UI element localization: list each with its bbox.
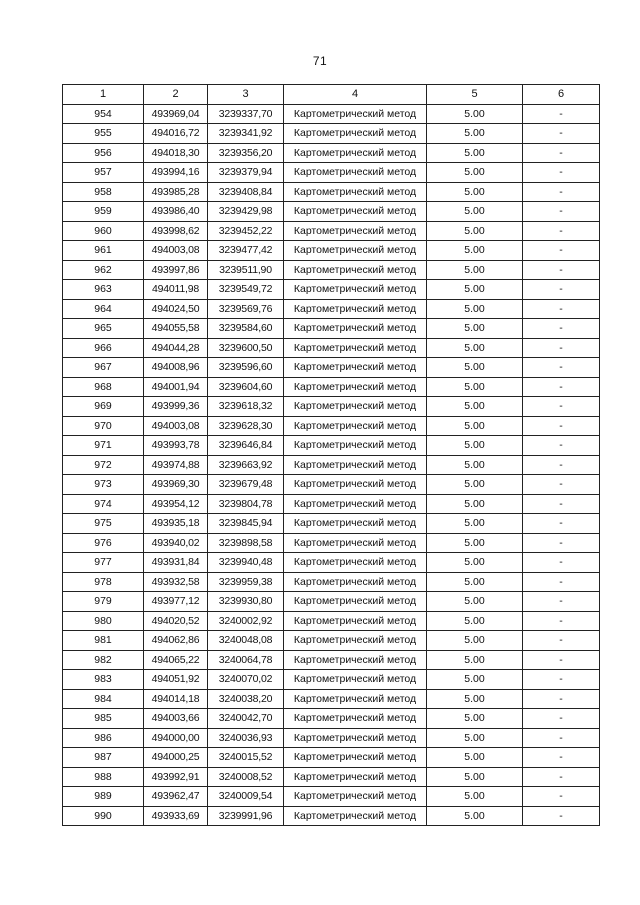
extra-cell: - [523,319,600,339]
table-row [63,455,600,475]
point-number-cell: 960 [63,221,144,241]
x-coordinate-cell: 493954,12 [144,494,208,514]
extra-cell: - [523,806,600,826]
x-coordinate-cell: 494020,52 [144,611,208,631]
precision-cell: 5.00 [427,202,523,222]
extra-cell: - [523,650,600,670]
y-coordinate-cell: 3239356,20 [208,143,284,163]
y-coordinate-cell: 3239379,94 [208,163,284,183]
extra-cell: - [523,494,600,514]
extra-cell: - [523,475,600,495]
extra-cell: - [523,358,600,378]
table-row [63,533,600,553]
point-number-cell: 986 [63,728,144,748]
extra-cell: - [523,670,600,690]
precision-cell: 5.00 [427,670,523,690]
y-coordinate-cell: 3240015,52 [208,748,284,768]
precision-cell: 5.00 [427,163,523,183]
extra-cell: - [523,572,600,592]
table-row [63,728,600,748]
extra-cell: - [523,299,600,319]
x-coordinate-cell: 493997,86 [144,260,208,280]
point-number-cell: 975 [63,514,144,534]
y-coordinate-cell: 3239600,50 [208,338,284,358]
precision-cell: 5.00 [427,143,523,163]
table-row [63,436,600,456]
x-coordinate-cell: 493935,18 [144,514,208,534]
table-row [63,104,600,124]
table-row [63,377,600,397]
method-cell: Картометрический метод [284,338,427,358]
table-row [63,592,600,612]
table-row [63,143,600,163]
extra-cell: - [523,202,600,222]
table-row [63,182,600,202]
y-coordinate-cell: 3239584,60 [208,319,284,339]
extra-cell: - [523,748,600,768]
method-cell: Картометрический метод [284,611,427,631]
method-cell: Картометрический метод [284,358,427,378]
extra-cell: - [523,124,600,144]
method-cell: Картометрический метод [284,767,427,787]
point-number-cell: 956 [63,143,144,163]
y-coordinate-cell: 3239429,98 [208,202,284,222]
x-coordinate-cell: 493992,91 [144,767,208,787]
point-number-cell: 973 [63,475,144,495]
extra-cell: - [523,163,600,183]
x-coordinate-cell: 494024,50 [144,299,208,319]
point-number-cell: 955 [63,124,144,144]
table-row [63,748,600,768]
y-coordinate-cell: 3240009,54 [208,787,284,807]
method-cell: Картометрический метод [284,631,427,651]
precision-cell: 5.00 [427,124,523,144]
precision-cell: 5.00 [427,553,523,573]
page-number: 71 [312,54,328,68]
y-coordinate-cell: 3239940,48 [208,553,284,573]
extra-cell: - [523,280,600,300]
method-cell: Картометрический метод [284,163,427,183]
method-cell: Картометрический метод [284,514,427,534]
table-row [63,124,600,144]
y-coordinate-cell: 3239628,30 [208,416,284,436]
point-number-cell: 961 [63,241,144,261]
y-coordinate-cell: 3240036,93 [208,728,284,748]
y-coordinate-cell: 3239646,84 [208,436,284,456]
point-number-cell: 963 [63,280,144,300]
y-coordinate-cell: 3239845,94 [208,514,284,534]
x-coordinate-cell: 493999,36 [144,397,208,417]
y-coordinate-cell: 3240064,78 [208,650,284,670]
point-number-cell: 971 [63,436,144,456]
precision-cell: 5.00 [427,631,523,651]
point-number-cell: 987 [63,748,144,768]
x-coordinate-cell: 493940,02 [144,533,208,553]
table-row [63,397,600,417]
x-coordinate-cell: 494065,22 [144,650,208,670]
table-row [63,553,600,573]
extra-cell: - [523,631,600,651]
extra-cell: - [523,728,600,748]
precision-cell: 5.00 [427,572,523,592]
x-coordinate-cell: 493932,58 [144,572,208,592]
x-coordinate-cell: 493974,88 [144,455,208,475]
x-coordinate-cell: 494001,94 [144,377,208,397]
precision-cell: 5.00 [427,806,523,826]
table-row [63,260,600,280]
x-coordinate-cell: 494000,25 [144,748,208,768]
y-coordinate-cell: 3239596,60 [208,358,284,378]
y-coordinate-cell: 3239341,92 [208,124,284,144]
table-row [63,241,600,261]
extra-cell: - [523,514,600,534]
header-row [63,85,600,105]
header-x-coordinate: 2 [144,85,208,105]
table-row [63,358,600,378]
precision-cell: 5.00 [427,533,523,553]
table-row [63,202,600,222]
table-row [63,280,600,300]
y-coordinate-cell: 3239337,70 [208,104,284,124]
extra-cell: - [523,416,600,436]
point-number-cell: 984 [63,689,144,709]
y-coordinate-cell: 3239663,92 [208,455,284,475]
point-number-cell: 976 [63,533,144,553]
precision-cell: 5.00 [427,728,523,748]
point-number-cell: 970 [63,416,144,436]
precision-cell: 5.00 [427,358,523,378]
point-number-cell: 962 [63,260,144,280]
method-cell: Картометрический метод [284,182,427,202]
method-cell: Картометрический метод [284,143,427,163]
table-row [63,514,600,534]
point-number-cell: 972 [63,455,144,475]
x-coordinate-cell: 493998,62 [144,221,208,241]
method-cell: Картометрический метод [284,670,427,690]
method-cell: Картометрический метод [284,377,427,397]
extra-cell: - [523,709,600,729]
extra-cell: - [523,767,600,787]
table-row [63,221,600,241]
extra-cell: - [523,104,600,124]
precision-cell: 5.00 [427,514,523,534]
y-coordinate-cell: 3240042,70 [208,709,284,729]
coordinates-table [62,84,600,826]
x-coordinate-cell: 494018,30 [144,143,208,163]
header-point-number: 1 [63,85,144,105]
point-number-cell: 967 [63,358,144,378]
y-coordinate-cell: 3239679,48 [208,475,284,495]
method-cell: Картометрический метод [284,553,427,573]
point-number-cell: 982 [63,650,144,670]
method-cell: Картометрический метод [284,397,427,417]
point-number-cell: 965 [63,319,144,339]
point-number-cell: 980 [63,611,144,631]
header-extra: 6 [523,85,600,105]
method-cell: Картометрический метод [284,572,427,592]
x-coordinate-cell: 494003,66 [144,709,208,729]
method-cell: Картометрический метод [284,533,427,553]
method-cell: Картометрический метод [284,319,427,339]
method-cell: Картометрический метод [284,260,427,280]
extra-cell: - [523,143,600,163]
header-precision: 5 [427,85,523,105]
extra-cell: - [523,436,600,456]
point-number-cell: 969 [63,397,144,417]
extra-cell: - [523,221,600,241]
point-number-cell: 983 [63,670,144,690]
extra-cell: - [523,182,600,202]
x-coordinate-cell: 494062,86 [144,631,208,651]
extra-cell: - [523,377,600,397]
table-row [63,572,600,592]
point-number-cell: 988 [63,767,144,787]
table-row [63,319,600,339]
precision-cell: 5.00 [427,397,523,417]
precision-cell: 5.00 [427,377,523,397]
x-coordinate-cell: 493977,12 [144,592,208,612]
y-coordinate-cell: 3239477,42 [208,241,284,261]
point-number-cell: 979 [63,592,144,612]
y-coordinate-cell: 3239930,80 [208,592,284,612]
method-cell: Картометрический метод [284,221,427,241]
table-body [63,104,600,826]
y-coordinate-cell: 3239604,60 [208,377,284,397]
y-coordinate-cell: 3239511,90 [208,260,284,280]
x-coordinate-cell: 493969,04 [144,104,208,124]
precision-cell: 5.00 [427,650,523,670]
method-cell: Картометрический метод [284,728,427,748]
precision-cell: 5.00 [427,319,523,339]
precision-cell: 5.00 [427,494,523,514]
y-coordinate-cell: 3239991,96 [208,806,284,826]
method-cell: Картометрический метод [284,436,427,456]
extra-cell: - [523,241,600,261]
table-row [63,787,600,807]
table-header [63,85,600,105]
method-cell: Картометрический метод [284,104,427,124]
point-number-cell: 989 [63,787,144,807]
x-coordinate-cell: 494003,08 [144,416,208,436]
extra-cell: - [523,338,600,358]
y-coordinate-cell: 3239549,72 [208,280,284,300]
y-coordinate-cell: 3240048,08 [208,631,284,651]
point-number-cell: 977 [63,553,144,573]
precision-cell: 5.00 [427,299,523,319]
method-cell: Картометрический метод [284,787,427,807]
x-coordinate-cell: 493994,16 [144,163,208,183]
y-coordinate-cell: 3240038,20 [208,689,284,709]
table-row [63,806,600,826]
x-coordinate-cell: 494000,00 [144,728,208,748]
x-coordinate-cell: 494008,96 [144,358,208,378]
table-row [63,163,600,183]
precision-cell: 5.00 [427,260,523,280]
x-coordinate-cell: 494051,92 [144,670,208,690]
method-cell: Картометрический метод [284,280,427,300]
x-coordinate-cell: 494016,72 [144,124,208,144]
table-row [63,670,600,690]
y-coordinate-cell: 3240002,92 [208,611,284,631]
point-number-cell: 954 [63,104,144,124]
method-cell: Картометрический метод [284,299,427,319]
x-coordinate-cell: 494055,58 [144,319,208,339]
precision-cell: 5.00 [427,104,523,124]
point-number-cell: 959 [63,202,144,222]
x-coordinate-cell: 493993,78 [144,436,208,456]
extra-cell: - [523,553,600,573]
precision-cell: 5.00 [427,709,523,729]
table-row [63,631,600,651]
y-coordinate-cell: 3239959,38 [208,572,284,592]
x-coordinate-cell: 493962,47 [144,787,208,807]
method-cell: Картометрический метод [284,455,427,475]
y-coordinate-cell: 3239452,22 [208,221,284,241]
point-number-cell: 964 [63,299,144,319]
precision-cell: 5.00 [427,221,523,241]
point-number-cell: 985 [63,709,144,729]
method-cell: Картометрический метод [284,592,427,612]
point-number-cell: 990 [63,806,144,826]
x-coordinate-cell: 493933,69 [144,806,208,826]
point-number-cell: 974 [63,494,144,514]
method-cell: Картометрический метод [284,689,427,709]
method-cell: Картометрический метод [284,650,427,670]
x-coordinate-cell: 494003,08 [144,241,208,261]
method-cell: Картометрический метод [284,416,427,436]
precision-cell: 5.00 [427,611,523,631]
precision-cell: 5.00 [427,436,523,456]
extra-cell: - [523,455,600,475]
point-number-cell: 957 [63,163,144,183]
extra-cell: - [523,533,600,553]
table-row [63,709,600,729]
y-coordinate-cell: 3239898,58 [208,533,284,553]
extra-cell: - [523,592,600,612]
extra-cell: - [523,397,600,417]
precision-cell: 5.00 [427,241,523,261]
precision-cell: 5.00 [427,767,523,787]
x-coordinate-cell: 494011,98 [144,280,208,300]
precision-cell: 5.00 [427,689,523,709]
method-cell: Картометрический метод [284,241,427,261]
method-cell: Картометрический метод [284,202,427,222]
precision-cell: 5.00 [427,748,523,768]
x-coordinate-cell: 493985,28 [144,182,208,202]
table-row [63,338,600,358]
x-coordinate-cell: 494014,18 [144,689,208,709]
point-number-cell: 958 [63,182,144,202]
x-coordinate-cell: 493969,30 [144,475,208,495]
method-cell: Картометрический метод [284,475,427,495]
precision-cell: 5.00 [427,416,523,436]
method-cell: Картометрический метод [284,748,427,768]
y-coordinate-cell: 3239569,76 [208,299,284,319]
y-coordinate-cell: 3239408,84 [208,182,284,202]
point-number-cell: 966 [63,338,144,358]
table-row [63,494,600,514]
point-number-cell: 968 [63,377,144,397]
header-y-coordinate: 3 [208,85,284,105]
point-number-cell: 978 [63,572,144,592]
extra-cell: - [523,611,600,631]
x-coordinate-cell: 493986,40 [144,202,208,222]
table-row [63,767,600,787]
method-cell: Картометрический метод [284,124,427,144]
table-row [63,475,600,495]
method-cell: Картометрический метод [284,494,427,514]
extra-cell: - [523,787,600,807]
table-row [63,650,600,670]
x-coordinate-cell: 493931,84 [144,553,208,573]
method-cell: Картометрический метод [284,806,427,826]
y-coordinate-cell: 3239618,32 [208,397,284,417]
table-row [63,689,600,709]
precision-cell: 5.00 [427,455,523,475]
precision-cell: 5.00 [427,475,523,495]
precision-cell: 5.00 [427,182,523,202]
x-coordinate-cell: 494044,28 [144,338,208,358]
precision-cell: 5.00 [427,338,523,358]
header-method: 4 [284,85,427,105]
table-row [63,416,600,436]
table-row [63,611,600,631]
extra-cell: - [523,689,600,709]
method-cell: Картометрический метод [284,709,427,729]
y-coordinate-cell: 3239804,78 [208,494,284,514]
precision-cell: 5.00 [427,787,523,807]
y-coordinate-cell: 3240008,52 [208,767,284,787]
table-row [63,299,600,319]
precision-cell: 5.00 [427,592,523,612]
precision-cell: 5.00 [427,280,523,300]
extra-cell: - [523,260,600,280]
point-number-cell: 981 [63,631,144,651]
y-coordinate-cell: 3240070,02 [208,670,284,690]
